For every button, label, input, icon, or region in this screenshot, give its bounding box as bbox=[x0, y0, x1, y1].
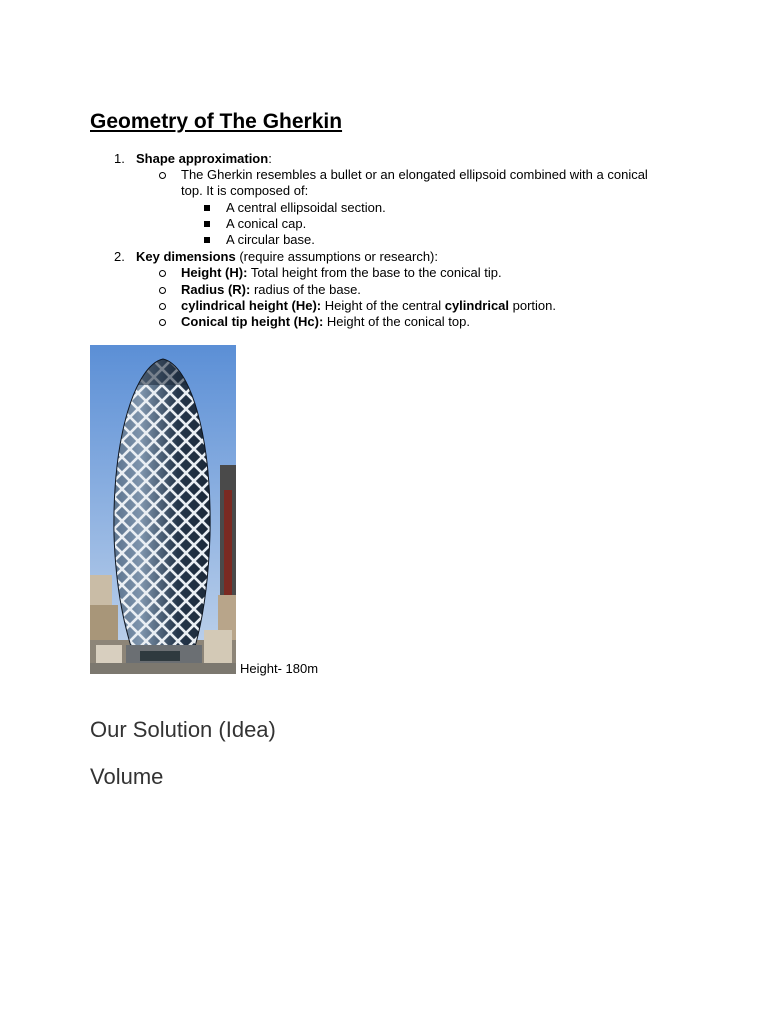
heading-volume: Volume bbox=[90, 764, 164, 789]
dimension-cylindrical-height bbox=[181, 298, 556, 314]
list-number-2: 2. bbox=[114, 249, 125, 264]
image-caption: Height- 180m bbox=[240, 661, 319, 676]
dimension-term: Conical tip height (Hc): bbox=[181, 314, 324, 329]
dimension-desc: Height of the conical top. bbox=[323, 314, 470, 329]
hollow-bullet-icon bbox=[159, 287, 166, 294]
heading-our-solution: Our Solution (Idea) bbox=[90, 717, 276, 742]
dimension-desc-bold: cylindrical bbox=[444, 298, 510, 313]
dimension-term: Radius (R): bbox=[181, 282, 251, 297]
list-item-key-dimensions bbox=[136, 249, 438, 265]
dimension-term: cylindrical height (He): bbox=[181, 298, 322, 313]
dimension-radius bbox=[181, 282, 361, 298]
square-bullet-icon bbox=[204, 237, 210, 243]
shape-part-item: A circular base. bbox=[226, 232, 315, 247]
hollow-bullet-icon bbox=[159, 303, 166, 310]
shape-approximation-label: Shape approximation bbox=[136, 151, 269, 166]
hollow-bullet-icon bbox=[159, 319, 166, 326]
page-title: Geometry of The Gherkin bbox=[90, 110, 343, 133]
key-dimensions-label: Key dimensions bbox=[136, 249, 236, 264]
key-dimensions-suffix: (require assumptions or research): bbox=[235, 249, 439, 264]
dimension-term: Height (H): bbox=[181, 265, 248, 280]
shape-part-item: A conical cap. bbox=[226, 216, 307, 231]
dimension-desc: Total height from the base to the conical tip. bbox=[247, 265, 502, 280]
square-bullet-icon bbox=[204, 205, 210, 211]
list-item-shape-approximation bbox=[136, 151, 272, 167]
hollow-bullet-icon bbox=[159, 270, 166, 277]
dimension-desc: Height of the central bbox=[321, 298, 445, 313]
shape-approximation-suffix: : bbox=[268, 151, 272, 166]
gherkin-photo bbox=[90, 345, 236, 674]
list-number-1: 1. bbox=[114, 151, 125, 166]
square-bullet-icon bbox=[204, 221, 210, 227]
hollow-bullet-icon bbox=[159, 172, 166, 179]
dimension-conical-tip-height bbox=[181, 314, 470, 330]
dimension-height bbox=[181, 265, 502, 281]
shape-description-line-2: top. It is composed of: bbox=[181, 183, 309, 198]
dimension-desc: radius of the base. bbox=[250, 282, 361, 297]
shape-description-line-1: The Gherkin resembles a bullet or an elongated ellipsoid combined with a conical bbox=[181, 167, 648, 182]
dimension-desc: portion. bbox=[509, 298, 557, 313]
gherkin-illustration bbox=[90, 345, 236, 674]
shape-part-item: A central ellipsoidal section. bbox=[226, 200, 386, 215]
